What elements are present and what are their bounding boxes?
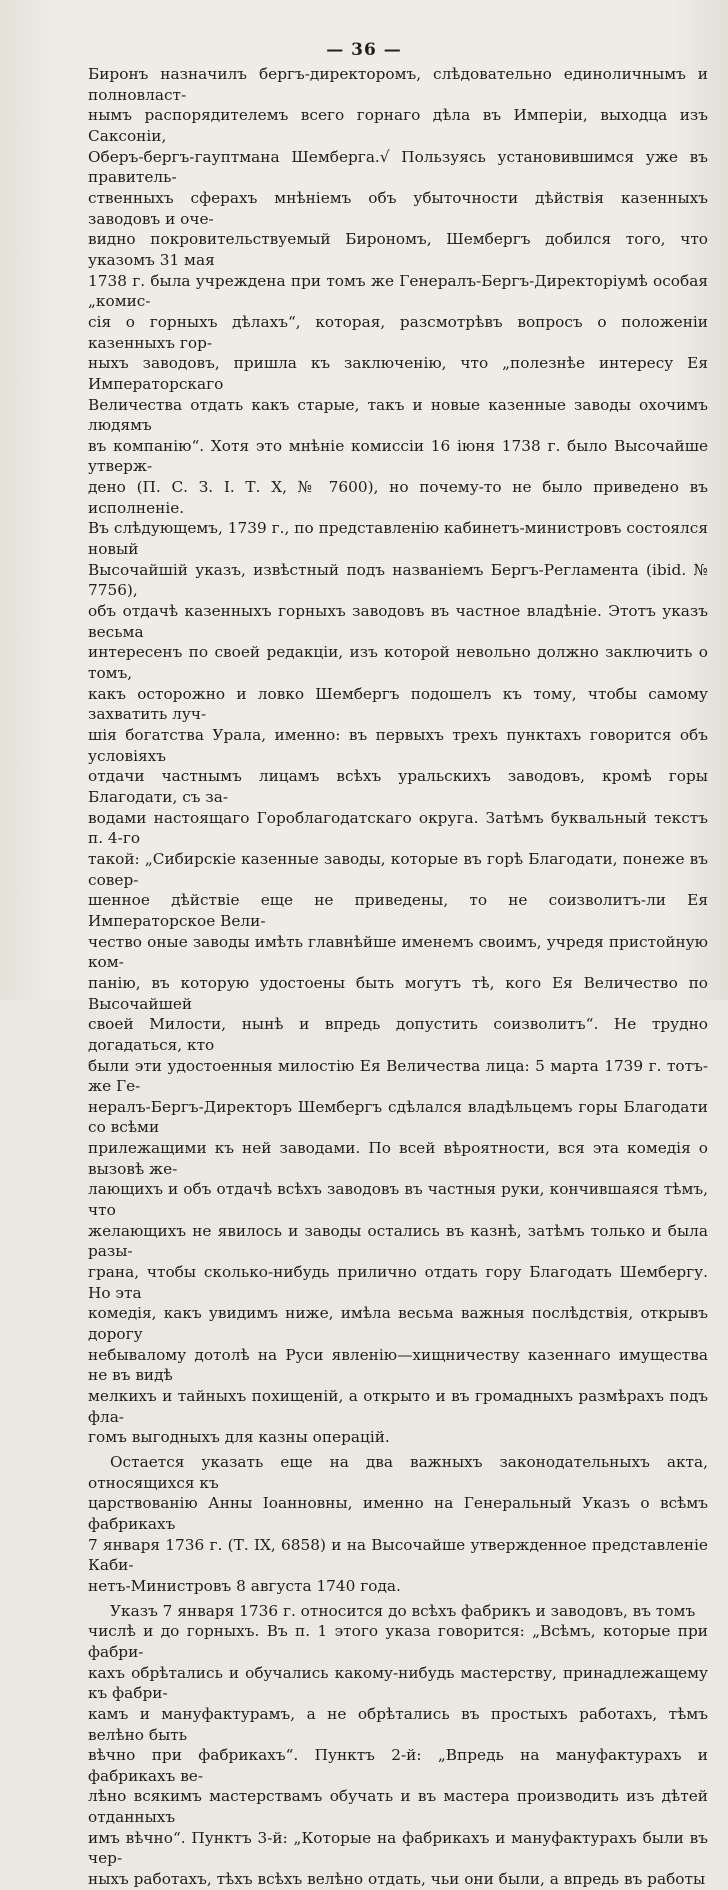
text-line: Указъ 7 января 1736 г. относится до всѣхъ фабрикъ и заводовъ, въ томъ [110,1601,696,1620]
text-line: Въ слѣдующемъ, 1739 г., по представленію кабинетъ-министровъ состоялся новый [88,519,708,559]
text-line: сія о горныхъ дѣлахъ“, которая, разсмотрѣвъ вопросъ о положеніи казенныхъ гор- [88,312,708,352]
text-line: Высочайшій указъ, извѣстный подъ названіемъ Бергъ-Регламента (ibid. № 7756), [88,560,708,600]
paragraph-1 [88,64,708,1448]
text-line: гомъ выгодныхъ для казны операцій. [88,1428,390,1447]
text-line: кахъ обрѣтались и обучались какому-нибудь мастерству, принадлежащему къ фабри- [88,1663,708,1703]
paragraph-3 [88,1601,708,1890]
text-line: отдачи частнымъ лицамъ всѣхъ уральскихъ заводовъ, кромѣ горы Благодати, съ за- [88,767,708,806]
text-line: видно покровительствуемый Бирономъ, Шембергъ добился того, что указомъ 31 мая [88,230,708,269]
text-line: 1738 г. была учреждена при томъ же Генералъ-Бергъ-Директоріумѣ особая „комис- [88,271,708,311]
text-line: шія богатства Урала, именно: въ первыхъ трехъ пунктахъ говорится объ условіяхъ [88,726,708,765]
text-line: нетъ-Министровъ 8 августа 1740 года. [88,1576,401,1595]
text-line: прилежащими къ ней заводами. По всей вѣроятности, вся эта комедія о вызовѣ же- [88,1139,708,1178]
text-line: ственныхъ сферахъ мнѣніемъ объ убыточности дѣйствія казенныхъ заводовъ и оче- [88,188,708,228]
text-line: панію, въ которую удостоены быть могутъ тѣ, кого Ея Величество по Высочайшей [88,973,708,1013]
text-line: нымъ распорядителемъ всего горнаго дѣла въ Имперіи, выходца изъ Саксоніи, [88,106,708,145]
text-line: объ отдачѣ казенныхъ горныхъ заводовъ въ частное владѣніе. Этотъ указъ весьма [88,602,708,641]
text-line: лѣно всякимъ мастерствамъ обучать и въ мастера производить изъ дѣтей отданныхъ [88,1787,708,1827]
text-line: шенное дѣйствіе еще не приведены, то не соизволитъ-ли Ея Императорское Вели- [88,891,708,930]
text-line: желающихъ не явилось и заводы остались въ казнѣ, затѣмъ только и была разы- [88,1221,708,1261]
text-line: 7 января 1736 г. (Т. IX, 6858) и на Высочайше утвержденное представленіе Каби- [88,1535,708,1575]
text-line: небывалому дотолѣ на Руси явленію—хищничеству казеннаго имущества не въ видѣ [88,1345,708,1385]
text-line: Оберъ-бергъ-гауптмана Шемберга.√ Пользуясь установившимся уже въ правитель- [88,147,708,187]
text-line: нералъ-Бергъ-Директоръ Шембергъ сдѣлался владѣльцемъ горы Благодати со всѣми [88,1097,708,1137]
text-line: имъ вѣчно“. Пунктъ 3-й: „Которые на фабрикахъ и мануфактурахъ были въ чер- [88,1828,708,1868]
text-line: интересенъ по своей редакціи, изъ которой невольно должно заключить о томъ, [88,643,708,683]
text-line: камъ и мануфактурамъ, а не обрѣтались въ простыхъ работахъ, тѣмъ велѣно быть [88,1704,708,1744]
text-line: въ компанію“. Хотя это мнѣніе комиссіи 16 іюня 1738 г. было Высочайше утверж- [88,436,708,476]
page-number: — 36 — [326,40,402,60]
text-line: такой: „Сибирскіе казенные заводы, которые въ горѣ Благодати, понеже въ совер- [88,849,708,889]
text-line: дено (П. С. З. I. Т. X, № 7600), но почему-то не было приведено въ исполненіе. [88,478,708,517]
text-line: были эти удостоенныя милостію Ея Величества лица: 5 марта 1739 г. тотъ-же Ге- [88,1056,708,1096]
text-line: царствованію Анны Іоанновны, именно на Генеральный Указъ о всѣмъ фабрикахъ [88,1494,708,1533]
text-line: грана, чтобы сколько-нибудь прилично отдать гору Благодать Шембергу. Но эта [88,1263,708,1302]
text-line: лающихъ и объ отдачѣ всѣхъ заводовъ въ частныя руки, кончившаяся тѣмъ, что [88,1180,708,1220]
text-line: числѣ и до горныхъ. Въ п. 1 этого указа говорится: „Всѣмъ, которые при фабри- [88,1622,708,1661]
text-line: Остается указать еще на два важныхъ законодательныхъ акта, относящихся къ [88,1452,708,1492]
text-line: своей Милости, нынѣ и впредь допустить соизволитъ“. Не трудно догадаться, кто [88,1015,708,1054]
text-line: мелкихъ и тайныхъ похищеній, а открыто и въ громадныхъ размѣрахъ подъ фла- [88,1387,708,1426]
text-line: ныхъ работахъ, тѣхъ всѣхъ велѣно отдать, чьи они были, а впредь въ работы [88,1870,706,1889]
text-line: Биронъ назначилъ бергъ-директоромъ, слѣдовательно единоличнымъ и полновласт- [88,65,708,104]
text-line: вѣчно при фабрикахъ“. Пунктъ 2-й: „Впредь на мануфактурахъ и фабрикахъ ве- [88,1746,708,1785]
text-line: водами настоящаго Гороблагодатскаго округа. Затѣмъ буквальный текстъ п. 4-го [88,808,708,848]
text-line: чество оные заводы имѣть главнѣйше именемъ своимъ, учредя пристойную ком- [88,932,708,972]
text-line: ныхъ заводовъ, пришла къ заключенію, что „полезнѣе интересу Ея Императорскаго [88,354,708,393]
text-line: какъ осторожно и ловко Шембергъ подошелъ къ тому, чтобы самому захватить луч- [88,684,708,724]
body-text [88,64,708,1890]
paragraph-2 [88,1452,708,1597]
text-line: комедія, какъ увидимъ ниже, имѣла весьма важныя послѣдствія, открывъ дорогу [88,1304,708,1344]
text-line: Величества отдать какъ старые, такъ и новые казенные заводы охочимъ людямъ [88,395,708,435]
